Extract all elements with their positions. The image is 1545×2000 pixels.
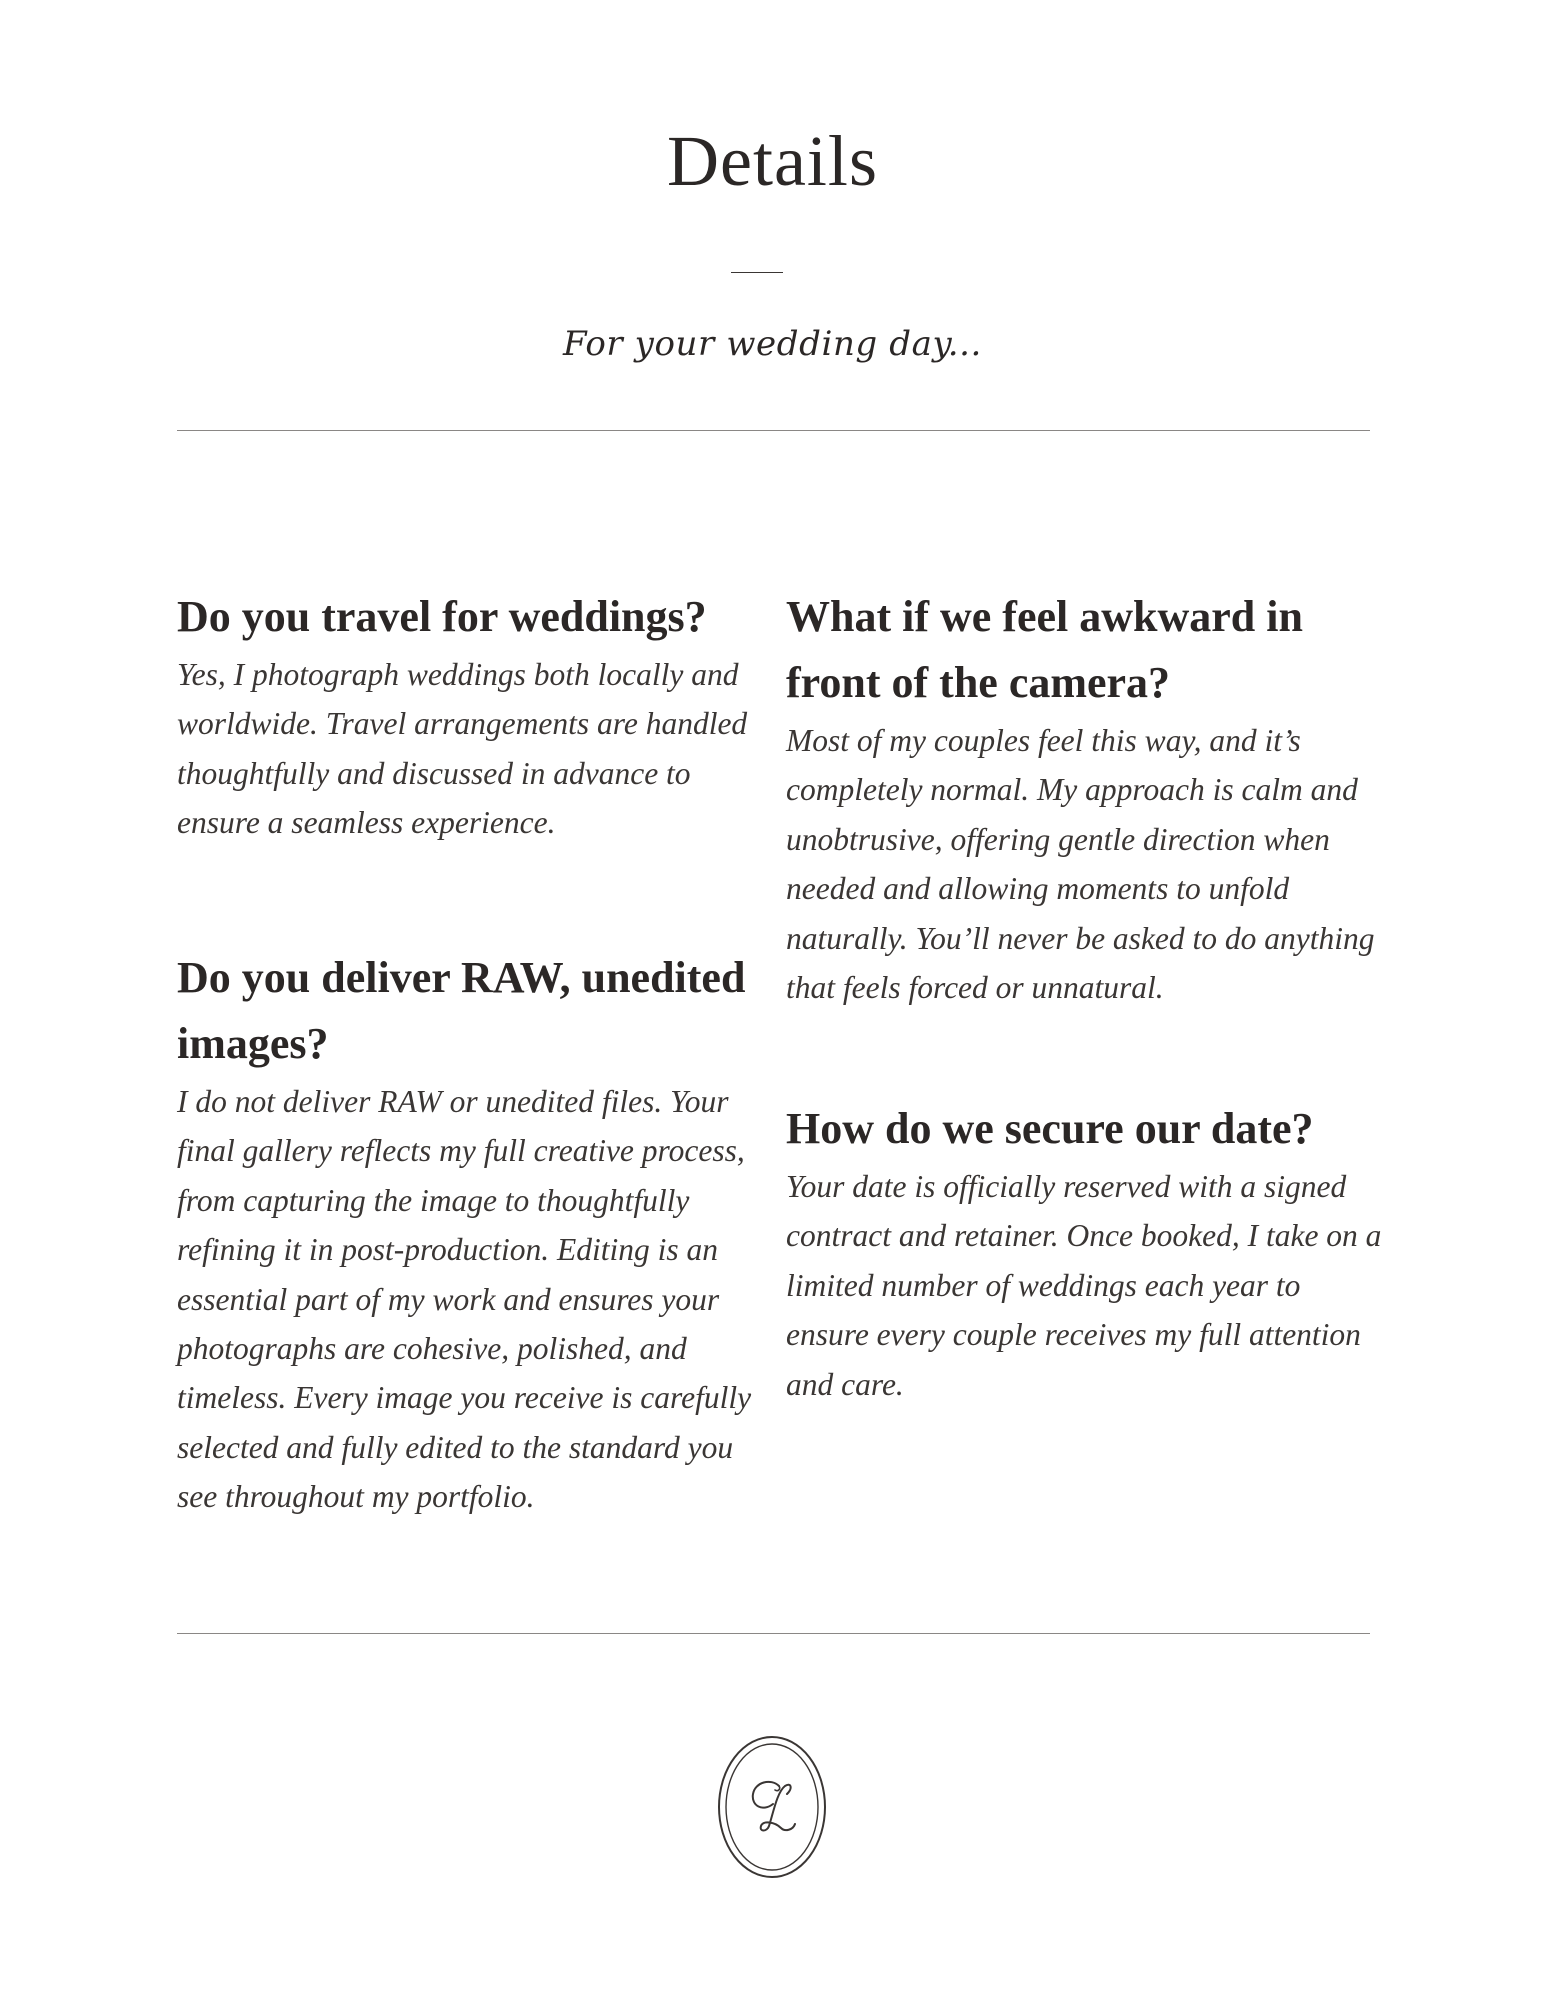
- faq-question: How do we secure our date?: [786, 1104, 1314, 1153]
- title-divider: [731, 272, 783, 273]
- faq-item-awkward: [786, 584, 1386, 1012]
- faq-item-secure-date: [786, 1096, 1386, 1409]
- faq-answer: Yes, I photograph weddings both locally and worldwide. Travel arrangements are handled thoughtfully and discussed in advance to ensure a seamless experience.: [177, 657, 748, 841]
- faq-question: Do you deliver RAW, unedited images?: [177, 953, 746, 1068]
- bottom-divider: [177, 1633, 1370, 1634]
- page-title: Details: [667, 121, 878, 201]
- faq-item-raw-images: [177, 945, 757, 1522]
- page-subtitle: For your wedding day...: [563, 324, 982, 364]
- faq-question: Do you travel for weddings?: [177, 592, 707, 641]
- faq-question: What if we feel awkward in front of the camera?: [786, 592, 1303, 707]
- monogram-logo-icon: [715, 1734, 829, 1880]
- top-divider: [177, 430, 1370, 431]
- faq-answer: I do not deliver RAW or unedited files. Your final gallery reflects my full creative process, from capturing the image to thoughtfully refining it in post-production. Editing is an essential part of my work and ensures your photographs are cohesive, polished, and timeless. Every image you receive is carefully selected and fully edited to the standard you see throughout my portfolio.: [177, 1084, 752, 1515]
- faq-answer: Most of my couples feel this way, and it’s completely normal. My approach is calm and unobtrusive, offering gentle direction when needed and allowing moments to unfold naturally. You’ll never be asked to do anything that feels forced or unnatural.: [786, 723, 1375, 1006]
- faq-answer: Your date is officially reserved with a signed contract and retainer. Once booked, I take on a limited number of weddings each year to ensure every couple receives my full attention and care.: [786, 1169, 1382, 1402]
- faq-item-travel: [177, 584, 757, 848]
